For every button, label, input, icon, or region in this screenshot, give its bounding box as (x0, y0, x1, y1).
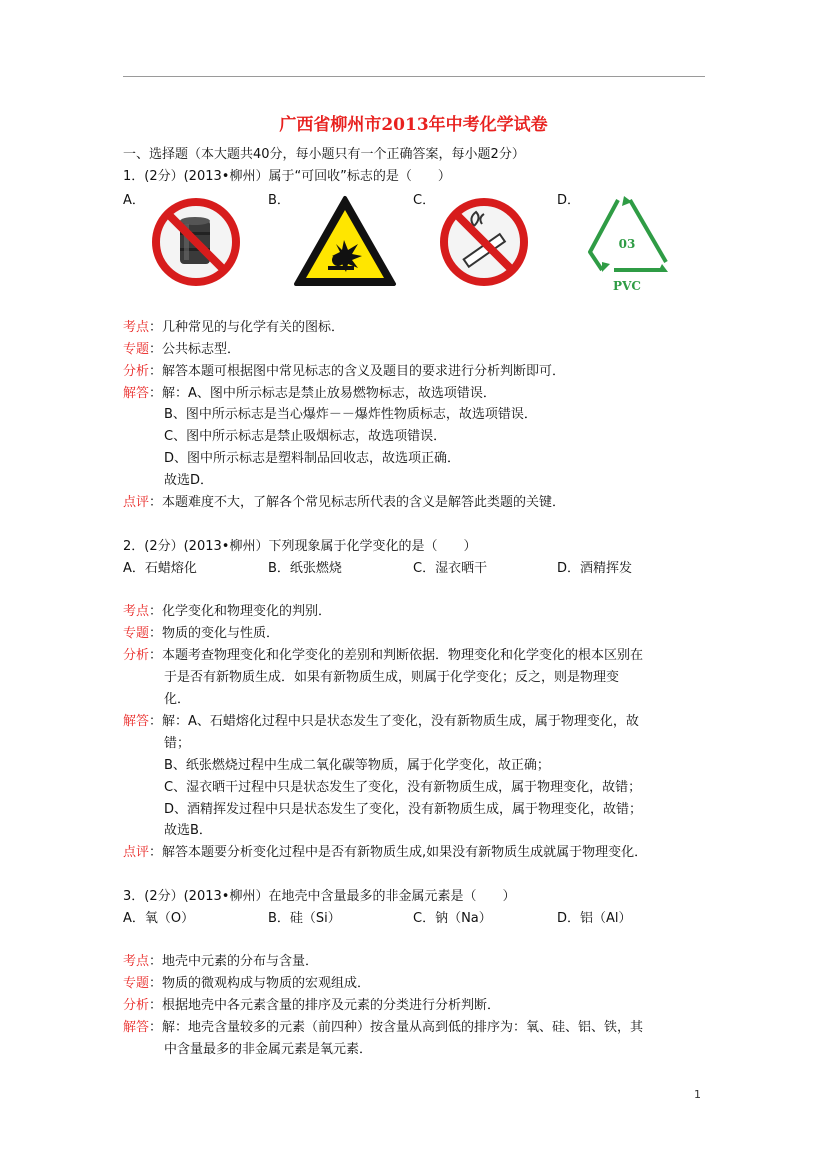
q2-fenxi: 分析：本题考查物理变化和化学变化的差别和判断依据．物理变化和化学变化的根本区别在 (123, 648, 644, 663)
q2-jieda-line2: 错； (164, 736, 191, 751)
q3-zhuanti: 专题：物质的微观构成与物质的宏观组成． (123, 976, 371, 991)
q2-stem: 2．(2分）(2013•柳州）下列现象属于化学变化的是（ ） (123, 539, 477, 554)
zhuanti-label: 专题 (123, 342, 150, 357)
q2-dianping: 点评：解答本题要分析变化过程中是否有新物质生成,如果没有新物质生成就属于物理变化． (123, 845, 648, 860)
q3-option-b: B．硅（Si） (268, 911, 341, 926)
q1-jieda: 解答：解：A、图中所示标志是禁止放易燃物标志，故选项错误． (123, 386, 496, 401)
q1-option-b: B． (268, 193, 290, 208)
q2-zhuanti: 专题：物质的变化与性质． (123, 626, 280, 641)
q3-fenxi: 分析：根据地壳中各元素含量的排序及元素的分类进行分析判断． (123, 998, 501, 1013)
q1-zhuanti: 专题：公共标志型． (123, 342, 241, 357)
page-number: 1 (694, 1088, 701, 1101)
q1-fenxi: 分析：解答本题可根据图中常见标志的含义及题目的要求进行分析判断即可． (123, 364, 566, 379)
q2-fenxi-line2: 于是否有新物质生成．如果有新物质生成，则属于化学变化；反之，则是物理变 (164, 670, 620, 685)
q2-option-d: D．酒精挥发 (557, 561, 633, 576)
fenxi-label: 分析 (123, 364, 150, 379)
q1-option-a: A． (123, 193, 145, 208)
q3-kaodian: 考点：地壳中元素的分布与含量． (123, 954, 319, 969)
kaodian-label: 考点 (123, 320, 150, 335)
recycle-pvc-icon (580, 192, 674, 296)
q1-answer: 故选D． (164, 473, 214, 488)
explosive-warning-icon (292, 194, 398, 288)
recycle-pvc-label: PVC (613, 279, 641, 293)
q1-jieda-b: B、图中所示标志是当心爆炸－－爆炸性物质标志，故选项错误． (164, 407, 537, 422)
q3-jieda: 解答：解：地壳含量较多的元素（前四种）按含量从高到低的排序为：氧、硅、铝、铁，其 (123, 1020, 644, 1035)
recycle-number: 03 (618, 237, 636, 251)
q1-kaodian: 考点：几种常见的与化学有关的图标． (123, 320, 345, 335)
q2-option-c: C．湿衣晒干 (413, 561, 488, 576)
header-rule (123, 76, 705, 77)
q1-dianping: 点评：本题难度不大，了解各个常见标志所代表的含义是解答此类题的关键． (123, 495, 566, 510)
q2-option-a: A．石蜡熔化 (123, 561, 197, 576)
q1-jieda-d: D、图中所示标志是塑料制品回收志，故选项正确． (164, 451, 461, 466)
jieda-label: 解答 (123, 386, 150, 401)
q1-option-d: D． (557, 193, 581, 208)
q2-answer: 故选B． (164, 823, 212, 838)
section-heading: 一、选择题（本大题共40分，每小题只有一个正确答案，每小题2分） (123, 147, 525, 162)
q3-stem: 3．(2分）(2013•柳州）在地壳中含量最多的非金属元素是（ ） (123, 889, 516, 904)
no-smoking-sign-icon (438, 196, 530, 288)
q3-option-a: A．氧（O） (123, 911, 195, 926)
q1-jieda-c: C、图中所示标志是禁止吸烟标志，故选项错误． (164, 429, 447, 444)
q2-kaodian: 考点：化学变化和物理变化的判别． (123, 604, 332, 619)
q1-stem: 1．(2分）(2013•柳州）属于“可回收”标志的是（ ） (123, 169, 451, 184)
q1-option-c: C． (413, 193, 436, 208)
q3-option-c: C．钠（Na） (413, 911, 492, 926)
q2-fenxi-line3: 化． (164, 692, 191, 707)
q2-jieda-d: D、酒精挥发过程中只是状态发生了变化，没有新物质生成，属于物理变化，故错； (164, 802, 643, 817)
q3-jieda-line2: 中含量最多的非金属元素是氧元素． (164, 1042, 373, 1057)
dianping-label: 点评 (123, 495, 150, 510)
page-title: 广西省柳州市2013年中考化学试卷 (279, 115, 548, 135)
q2-jieda: 解答：解：A、石蜡熔化过程中只是状态发生了变化，没有新物质生成，属于物理变化，故 (123, 714, 639, 729)
q2-jieda-c: C、湿衣晒干过程中只是状态发生了变化，没有新物质生成，属于物理变化，故错； (164, 780, 642, 795)
q2-jieda-b: B、纸张燃烧过程中生成二氧化碳等物质，属于化学变化，故正确； (164, 758, 550, 773)
q3-option-d: D．铝（Al） (557, 911, 632, 926)
q2-option-b: B．纸张燃烧 (268, 561, 342, 576)
no-flammables-sign-icon (150, 196, 242, 288)
